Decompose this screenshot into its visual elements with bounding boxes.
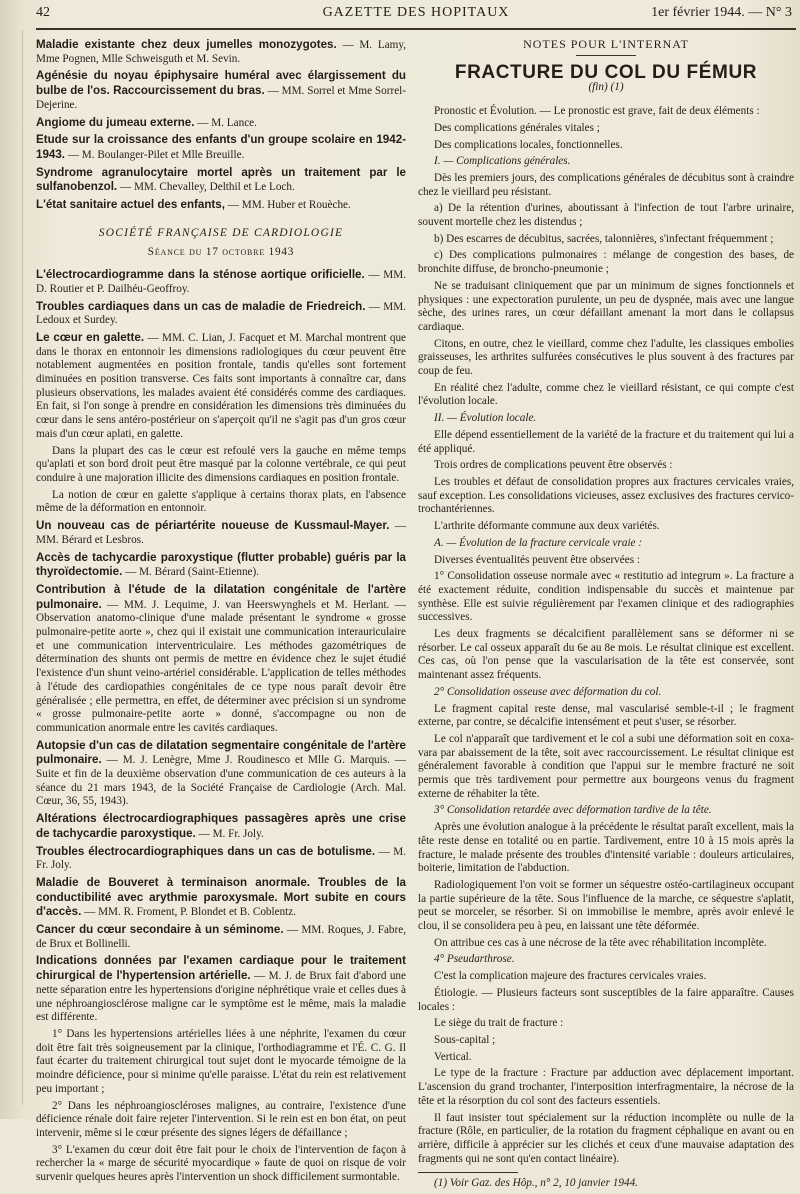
galette-paragraph: Dans la plupart des cas le cœur est refoulé vers la gauche en même temps qu'aplati et son bord droit peut être masqué par la colonne vertébrale, ce qui peut conduire à une majoration illicite des dimensions cardiaques en position frontale.: [36, 444, 406, 484]
communication-title: Altérations électrocardiographiques passagères après une crise de tachycardie paroxystique.: [36, 812, 406, 840]
communication-entry: [36, 551, 406, 580]
communication-entry: [36, 133, 406, 162]
communication-entry: [36, 300, 406, 328]
paragraph: En réalité chez l'adulte, comme chez le vieillard résistant, ce qui compte c'est l'évolution locale.: [418, 381, 794, 408]
paragraph: On attribue ces cas à une nécrose de la tête avec réhabilitation incomplète.: [434, 936, 767, 949]
communication-body: — MM. R. Froment, P. Blondet et B. Coblentz.: [81, 906, 297, 919]
paragraph: Le col n'apparaît que tardivement et le col a subi une déformation soit en coxa-vara par abaissement de la tête, soit avec raccourcissement. Le résultat clinique est généralement favorable à condition que l'appui sur le membre fracturé ne soit permis que très tardivement pour permettre aux bourgeons venus du fragment externe de réhabiter la tête.: [418, 732, 794, 800]
communication-body: — MM. D. Routier et P. Dailhéu-Geoffroy.: [36, 269, 406, 295]
communication-title: Angiome du jumeau externe.: [36, 115, 195, 129]
paragraph: L'arthrite déformante commune aux deux variétés.: [434, 520, 660, 533]
galette-paragraph: La notion de cœur en galette s'applique à certains thorax plats, en l'absence même de la déformation en entonnoir.: [36, 488, 406, 515]
communication-body: — MM. Bérard et Lesbros.: [36, 520, 407, 546]
paragraph: 2° Consolidation osseuse avec déformation du col.: [434, 685, 662, 698]
communication-body: — MM. Chevalley, Delthil et Le Loch.: [117, 181, 295, 194]
communication-entry: [36, 845, 406, 873]
hta-paragraph: 3° L'examen du cœur doit être fait pour le choix de l'intervention de façon à rechercher la « marge de sécurité myocardique » faute de quoi on risque de voir survenir quelques heures après l'intervention un shock difficilement surmontable.: [36, 1143, 406, 1184]
paragraph: 4° Pseudarthrose.: [434, 953, 515, 966]
paragraph: Des complications générales vitales ;: [434, 121, 600, 134]
paragraph: Vertical.: [434, 1050, 472, 1063]
communication-entry: [36, 268, 406, 296]
hta-paragraph: 2° Dans les néphroangioscléroses malignes, au contraire, l'existence d'une déficience rénale doit faire rejeter l'intervention. Si le rein est en bon état, on peut intervenir, même si le cœur présente des signes légers de défaillance ;: [36, 1099, 406, 1139]
page-header: [36, 2, 796, 30]
communication-title: Troubles électrocardiographiques dans un cas de botulisme.: [36, 844, 376, 858]
communication-title: Autopsie d'un cas de dilatation segmentaire congénitale de l'artère pulmonaire.: [36, 738, 406, 767]
communication-title: Un nouveau cas de périartérite noueuse de Kussmaul-Mayer.: [36, 519, 390, 533]
page-number: 42: [36, 5, 50, 20]
communication-title: Maladie de Bouveret à terminaison anormale. Troubles de la conductibilité avec arythmie paroxysmale. Mort subite en cours d'accès.: [36, 875, 406, 919]
paragraph: Ne se traduisant cliniquement que par un minimum de signes fonctionnels et physiques : une expectoration purulente, un peu de dyspnée, mais avec une langue sèche, des urines rares, un cœur défaillant amenant la mort dans le collapsus cardiaque.: [418, 279, 794, 333]
communication-body: — M. J. de Brux fait d'abord une nette séparation entre les hypertensions d'origine néphrétique vraie et celles dues à une néphroangiosclérose maligne car le symptôme est le même, mais la maladie est différente.: [36, 970, 406, 1024]
communication-body: — M. Boulanger-Pilet et Mlle Breuille.: [65, 148, 245, 161]
communication-entry: [36, 331, 406, 442]
paragraph: Radiologiquement l'on voit se former un séquestre ostéo-cartilagineux occupant la partie supérieure de la tête. Sous l'influence de la marche, ce séquestre s'aplatit, peut se morceler, se résorber. Si on immobilise le membre, après avoir enlevé le clou, il se consolidera peu à peu, en laissant une tête déformée.: [418, 878, 794, 933]
communication-title: Troubles cardiaques dans un cas de maladie de Friedreich.: [36, 299, 366, 313]
communication-title: Agénésie du noyau épiphysaire huméral avec élargissement du bulbe de l'os. Raccourcissement du bras.: [36, 69, 406, 98]
communications-list-2: [36, 519, 406, 1025]
subheading: II. — Évolution locale.: [434, 412, 537, 425]
communication-body: — M. Fr. Joly.: [195, 827, 264, 840]
communication-body: — MM. Roques, J. Fabre, de Brux et Bollinelli.: [36, 924, 406, 950]
article-subtitle: (fin) (1): [588, 81, 624, 94]
paragraph: c) Des complications pulmonaires : mélange de congestion des bases, de bronchite diffuse, de broncho-pneumonie ;: [418, 249, 794, 276]
communication-title: Accès de tachycardie paroxystique (flutter probable) guéris par la thyroïdectomie.: [36, 550, 406, 579]
paragraph: Pronostic et Évolution. — Le pronostic est grave, fait de deux éléments :: [434, 105, 760, 118]
article-title: FRACTURE DU COL DU FÉMUR: [454, 61, 758, 83]
binding-rule: [22, 30, 23, 1105]
communication-entry: [36, 583, 406, 736]
subheading: I. — Complications générales.: [434, 155, 571, 168]
paragraph: Sous-capital ;: [434, 1034, 496, 1046]
communication-body: — MM. Sorrel et Mme Sorrel-Dejerine.: [36, 85, 406, 111]
section-heading: NOTES POUR L'INTERNAT: [523, 37, 689, 51]
paragraph: a) De la rétention d'urines, aboutissant à l'infection de tout l'arbre urinaire, souvent mortelle chez les distendus ;: [418, 202, 794, 229]
communication-body: — MM. Huber et Rouèche.: [224, 199, 351, 212]
communication-entry: [36, 876, 406, 920]
communication-entry: [36, 923, 406, 951]
communication-body: — M. Fr. Joly.: [36, 845, 406, 872]
paragraph: Diverses éventualités peuvent être observées :: [434, 553, 640, 566]
paragraph: Le type de la fracture : Fracture par adduction avec déplacement important. L'ascension du grand trochanter, l'interposition interfragmentaire, la nécrose de la tête et la résorption du col sont des facteurs essentiels.: [418, 1067, 794, 1107]
journal-title: GAZETTE DES HOPITAUX: [322, 5, 510, 20]
communication-body: — M. Lance.: [194, 116, 257, 129]
footnote-rule: [418, 1172, 518, 1173]
communication-body: — M. Lamy, Mme Pognen, Mlle Schweisguth et M. Sevin.: [36, 39, 406, 65]
society-heading: SOCIÉTÉ FRANÇAISE DE CARDIOLOGIE: [98, 226, 344, 239]
communication-entry: [36, 69, 406, 112]
communication-entry: [36, 812, 406, 841]
communications-list-top: [36, 38, 406, 213]
right-column: [418, 38, 794, 1194]
issue-date: 1er février 1944. — N° 3: [651, 5, 792, 20]
footnote: (1) Voir Gaz. des Hôp., n° 2, 10 janvier 1944.: [434, 1177, 638, 1190]
communication-entry: [36, 739, 406, 810]
paragraph: C'est la complication majeure des fractures cervicales vraies.: [434, 970, 707, 983]
communication-title: Contribution à l'étude de la dilatation congénitale de l'artère pulmonaire.: [36, 582, 406, 611]
communication-entry: [36, 116, 406, 131]
paragraph: Les deux fragments se décalcifient parallèlement sans se déformer ni se résorber. Le cal osseux apparaît du 6e au 8e mois. Le résultat clinique est excellent. Ces cas, où l'on pense que la vascularisation de la tête est conservée, sont maintenant assez fréquents.: [418, 628, 794, 682]
communication-title: Maladie existante chez deux jumelles monozygotes.: [36, 38, 337, 51]
paragraph: Le siège du trait de fracture :: [434, 1017, 564, 1030]
paragraph: Le fragment capital reste dense, mal vascularisé semble-t-il ; le fragment externe, par contre, se décalcifie intensément et peut s'user, se résorber.: [418, 702, 794, 729]
paragraph: Dès les premiers jours, des complications générales de décubitus sont à craindre chez le vieillard peu résistant.: [418, 171, 794, 198]
communication-entry: [36, 954, 406, 1025]
paragraph: Après une évolution analogue à la précédente le résultat paraît excellent, mais la tête reste dense en totalité ou en partie. Tardivement, entre 10 à 15 mois après la fracture, le malade présente des troubles d'intensité variable : douleurs articulaires, boiterie, limitation de l'abduction.: [418, 821, 794, 875]
paragraph: Les troubles et défaut de consolidation propres aux fractures cervicales vraies, sauf exception. Les consolidations vicieuses, assez exclusives des fractures cervico-trochantériennes.: [418, 475, 794, 516]
hta-paragraph: 1° Dans les hypertensions artérielles liées à une néphrite, l'examen du cœur doit être fait très soigneusement par la clinique, l'orthodiagramme et l'É. C. G. Il faut écarter du traitement chirurgical tout sujet dont le myocarde témoigne de la moindre déficience, pour si minime qu'elle paraisse. L'état du rein est relativement peu important ;: [36, 1028, 406, 1095]
communications-list: [36, 268, 406, 441]
session-date: Séance du 17 octobre 1943: [147, 246, 295, 259]
communication-body: — MM. Ledoux et Surdey.: [36, 300, 406, 327]
paragraph: Étiologie. — Plusieurs facteurs sont susceptibles de la faire apparaître. Causes locales :: [418, 986, 794, 1013]
communication-entry: [36, 198, 406, 213]
communication-body: — M. J. Lenègre, Mme J. Roudinesco et Mlle G. Marquis. — Suite et fin de la deuxième observation d'une communication de ces auteurs à la séance du 21 mars 1943, de la Société Française de Cardiologie (Arch. Mal. Cœur, 36, 55, 1943).: [36, 754, 406, 808]
paragraph: 1° Consolidation osseuse normale avec « restitutio ad integrum ». La fracture a été exactement réduite, condition indispensable du succès et maintenue par synthèse. Elle est suivie régulièrement par l'examen clinique et des radiographies successives.: [418, 570, 794, 624]
communication-title: Indications données par l'examen cardiaque pour le traitement chirurgical de l'hypertension artérielle.: [36, 954, 406, 983]
paragraph: Il faut insister tout spécialement sur la réduction incomplète ou nulle de la fracture (Rôle, en particulier, de la rotation du fragment céphalique en avant ou en arrière, difficile à apprécier sur les clichés et ceux d'une mauvaise adaptation des fragments qui ne sont qu'en contact linéaire).: [418, 1111, 794, 1165]
communication-body: — M. Bérard (Saint-Etienne).: [122, 566, 260, 579]
left-column: [36, 38, 406, 1188]
communication-entry: [36, 519, 406, 547]
communication-title: Etude sur la croissance des enfants d'un groupe scolaire en 1942-1943.: [36, 133, 406, 161]
communication-entry: [36, 166, 406, 195]
paragraph: Citons, en outre, chez le vieillard, comme chez l'adulte, les classiques embolies graisseuses, les arthrites sulfurées consécutives le plus souvent à des fractures par coup de feu.: [418, 337, 794, 378]
communication-title: L'état sanitaire actuel des enfants,: [36, 198, 225, 212]
communication-title: Le cœur en galette.: [36, 330, 145, 344]
divider: [576, 55, 636, 56]
communication-title: Cancer du cœur secondaire à un séminome.: [36, 923, 284, 937]
paragraph: 3° Consolidation retardée avec déformation tardive de la tête.: [434, 804, 712, 817]
paragraph: Des complications locales, fonctionnelles.: [434, 138, 623, 151]
communication-title: Syndrome agranulocytaire mortel après un traitement par le sulfanobenzol.: [36, 165, 406, 194]
communication-body: — MM. J. Lequime, J. van Heerswynghels et M. Herlant. — Observation anatomo-clinique d'une malade présentant le syndrome « grosse pulmonaire-petite aorte », chez qui il existait une communication interauriculaire et une communication interventriculaire. Les méthodes gazométriques de détermination des shunts ont permis de mettre en évidence chez le sujet étudié l'existence d'un shunt veino-artériel considérable. L'application de telles méthodes à l'étude des cardiopathies congénitales de ce type nous paraît devoir être généralisée ; elle permettra, en effet, de déterminer avec précision si un syndrome « grosse pulmonaire-petite aorte » donné, s'accompagne ou non de communication anormale entre les cavités cardiaques.: [36, 598, 406, 734]
paragraph: Trois ordres de complications peuvent être observés :: [434, 459, 673, 472]
subheading: A. — Évolution de la fracture cervicale vraie :: [434, 536, 643, 549]
communication-title: L'électrocardiogramme dans la sténose aortique orificielle.: [36, 268, 365, 282]
communication-entry: [36, 38, 406, 66]
communication-body: — MM. C. Lian, J. Facquet et M. Marchal montrent que dans le thorax en entonnoir les dimensions radiologiques du cœur peuvent être notablement augmentées en position frontale, tandis qu'elles sont fortement diminuées en position transverse. Ces faits sont importants à connaître car, dans plusieurs observations, les malades avaient été considérés comme des cardiaques. En fait, si l'on songe à prendre en considération les dimensions très diminuées du cœur dans le sens antéro-postérieur on s'aperçoit qu'il ne s'agit pas d'un gros cœur mais d'un cœur aplati, en galette.: [36, 331, 406, 440]
paragraph: Elle dépend essentiellement de la variété de la fracture et du traitement qui lui a été appliqué.: [418, 428, 794, 455]
paragraph: b) Des escarres de décubitus, sacrées, talonnières, s'infectant fréquemment ;: [434, 232, 774, 245]
